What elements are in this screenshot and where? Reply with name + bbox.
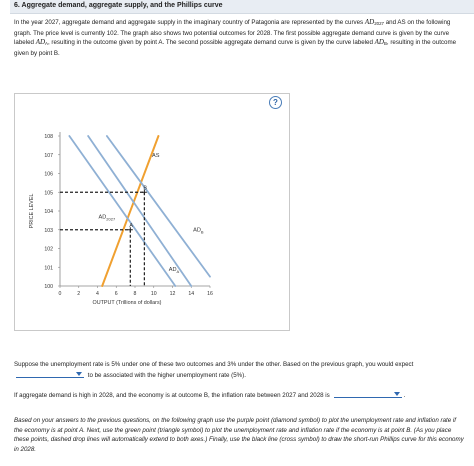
point-b-label: B [143, 185, 147, 192]
help-icon[interactable]: ? [269, 96, 282, 109]
question-3 [14, 416, 466, 454]
question-1 [14, 360, 466, 380]
chevron-down-icon [394, 392, 400, 396]
y-tick-label: 101 [44, 265, 53, 272]
x-tick-label: 12 [169, 291, 176, 297]
y-tick-label: 106 [44, 171, 53, 178]
y-tick-label: 103 [44, 227, 53, 234]
y-axis-label: PRICE LEVEL [29, 193, 35, 229]
y-tick-label: 107 [44, 152, 53, 159]
ada-label: $AD_A$ [168, 267, 180, 274]
x-tick-label: 2 [77, 291, 81, 297]
x-axis-label: OUTPUT (Trillions of dollars) [92, 300, 162, 306]
adb-label: $AD_B$ [193, 227, 204, 235]
x-tick-label: 16 [207, 291, 213, 297]
question-2-tail: . [403, 392, 406, 399]
y-tick-label: 105 [44, 190, 53, 197]
x-tick-label: 4 [96, 291, 99, 297]
chevron-down-icon [76, 372, 82, 376]
y-tick-label: 102 [44, 246, 53, 253]
y-tick-label: 100 [44, 284, 53, 290]
intro-paragraph: In the year 2027, aggregate demand and aggregate supply in the imaginary country of Patagonia are represented by the curves $AD_{2027}$ and AS on the following graph. The price level is currently 102. The graph also shows two potential outcomes for 2028. The first possible aggregate demand curve is given by the curve labeled $AD_A$, resulting in the outcome given by point A. The second possible aggregate demand curve is given by the curve labeled $AD_B$, resulting in the outcome given by point B. [14, 18, 457, 57]
question-1-tail: to be associated with the higher unemployment rate (5%). [87, 371, 246, 379]
y-tick-label: 108 [44, 134, 53, 140]
x-tick-label: 14 [188, 291, 195, 297]
point-a-label: A [129, 222, 133, 229]
page-title: 6. Aggregate demand, aggregate supply, and the Phillips curve [10, 0, 474, 14]
x-tick-label: 6 [114, 291, 118, 297]
intro-text [14, 18, 466, 58]
outcome-dropdown[interactable] [16, 370, 84, 378]
x-tick-label: 10 [150, 291, 157, 297]
x-tick-label: 8 [133, 291, 137, 297]
y-tick-label: 104 [44, 209, 53, 215]
as-label: AS [152, 152, 160, 159]
question-1-text: Suppose the unemployment rate is 5% under one of these two outcomes and 3% under the other. Based on the previous graph, you would expect [14, 361, 414, 368]
ad2027-label: $AD_{2027}$ [98, 214, 116, 222]
graph-help-layer [14, 93, 290, 331]
question-3-text: Based on your answers to the previous questions, on the following graph use the purple point (diamond symbol) to plot the unemployment rate and inflation rate if the economy is at point A. Next, use the green point (triangle symbol) to plot the unemployment rate and inflation rate if the economy is at point B. (As you place these points, dashed drop lines will automatically extend to both axes.) Finally, use the black line (cross symbol) to draw the short-run Phillips curve for this economy in 2028. [14, 417, 464, 453]
question-2 [14, 390, 466, 401]
inflation-rate-dropdown[interactable] [334, 390, 402, 398]
x-tick-label: 0 [58, 291, 62, 297]
question-2-text: If aggregate demand is high in 2028, and the economy is at outcome B, the inflation rate between 2027 and 2028 is [14, 392, 330, 399]
